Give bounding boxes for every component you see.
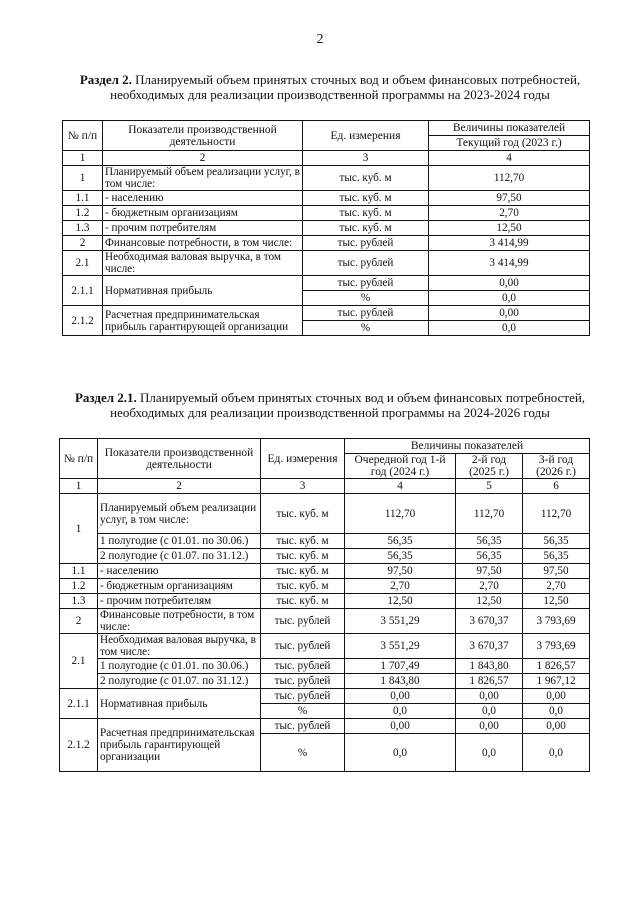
- row-name: Нормативная прибыль: [103, 276, 303, 306]
- row-unit: тыс. рублей: [261, 609, 345, 634]
- row-value: 112,70: [429, 166, 590, 191]
- row-value: 2,70: [345, 579, 456, 594]
- table-2023: [62, 120, 590, 336]
- row-num: 1: [60, 494, 98, 564]
- row-value: 3 551,29: [345, 609, 456, 634]
- table-2024-2026: [59, 438, 590, 772]
- row-value: 56,35: [523, 549, 590, 564]
- section2-title-text: Планируемый объем принятых сточных вод и объем финансовых потребностей, необходимых для реализации производственной программы на 2024-2026 годы: [110, 390, 586, 420]
- col-index: 1: [60, 479, 98, 494]
- section2-title: [70, 390, 590, 420]
- row-value: 1 707,49: [345, 659, 456, 674]
- row-num: 1.1: [60, 564, 98, 579]
- row-unit: тыс. куб. м: [261, 564, 345, 579]
- row-value: 2,70: [456, 579, 523, 594]
- row-value: 0,00: [523, 689, 590, 704]
- col-index: 1: [63, 151, 103, 166]
- col-index: 3: [303, 151, 429, 166]
- row-value: 3 414,99: [429, 236, 590, 251]
- row-value: 12,50: [345, 594, 456, 609]
- row-unit: %: [303, 321, 429, 336]
- row-value: 0,00: [345, 689, 456, 704]
- row-unit: тыс. куб. м: [303, 191, 429, 206]
- row-value: 112,70: [523, 494, 590, 534]
- row-value: 1 826,57: [456, 674, 523, 689]
- row-value: 2,70: [429, 206, 590, 221]
- row-value: 1 843,80: [345, 674, 456, 689]
- header-indicator: Показатели производственной деятельности: [98, 439, 261, 479]
- row-unit: тыс. рублей: [261, 719, 345, 734]
- row-value: 12,50: [456, 594, 523, 609]
- col-index: 4: [345, 479, 456, 494]
- header-year-2: 2-й год (2025 г.): [456, 454, 523, 479]
- row-name: - прочим потребителям: [103, 221, 303, 236]
- row-num: 1.3: [60, 594, 98, 609]
- row-unit: тыс. рублей: [261, 634, 345, 659]
- section2-title-bold: Раздел 2.1.: [74, 390, 137, 405]
- row-name: Планируемый объем реализации услуг, в том числе:: [98, 494, 261, 534]
- header-num: № п/п: [63, 121, 103, 151]
- row-num: 2.1: [63, 251, 103, 276]
- col-index: 3: [261, 479, 345, 494]
- row-num: 1.2: [60, 579, 98, 594]
- section1-title-bold: Раздел 2.: [79, 72, 132, 87]
- row-value: 3 670,37: [456, 609, 523, 634]
- row-unit: %: [261, 734, 345, 772]
- row-value: 0,0: [523, 704, 590, 719]
- row-value: 0,00: [456, 689, 523, 704]
- row-value: 112,70: [456, 494, 523, 534]
- col-index: 4: [429, 151, 590, 166]
- header-values: Величины показателей: [429, 121, 590, 136]
- row-unit: тыс. куб. м: [261, 494, 345, 534]
- row-name: 2 полугодие (с 01.07. по 31.12.): [98, 549, 261, 564]
- row-value: 12,50: [429, 221, 590, 236]
- row-name: Необходимая валовая выручка, в том числе:: [98, 634, 261, 659]
- row-name: 1 полугодие (с 01.01. по 30.06.): [98, 659, 261, 674]
- col-index: 5: [456, 479, 523, 494]
- row-unit: тыс. куб. м: [261, 549, 345, 564]
- row-value: 0,0: [345, 704, 456, 719]
- row-name: 2 полугодие (с 01.07. по 31.12.): [98, 674, 261, 689]
- row-value: 56,35: [345, 549, 456, 564]
- row-value: 0,0: [456, 734, 523, 772]
- row-num: 2.1: [60, 634, 98, 689]
- row-num: 1: [63, 166, 103, 191]
- row-value: 56,35: [345, 534, 456, 549]
- col-index: 2: [98, 479, 261, 494]
- col-index: 2: [103, 151, 303, 166]
- row-name: Финансовые потребности, в том числе:: [103, 236, 303, 251]
- header-values: Величины показателей: [345, 439, 590, 454]
- row-num: 2.1.1: [60, 689, 98, 719]
- row-name: Планируемый объем реализации услуг, в том числе:: [103, 166, 303, 191]
- section1-title: [70, 72, 590, 102]
- row-value: 0,00: [456, 719, 523, 734]
- row-num: 1.1: [63, 191, 103, 206]
- row-name: Расчетная предпринимательская прибыль гарантирующей организации: [98, 719, 261, 772]
- row-value: 1 843,80: [456, 659, 523, 674]
- row-value: 3 670,37: [456, 634, 523, 659]
- row-value: 0,0: [523, 734, 590, 772]
- row-value: 0,0: [429, 321, 590, 336]
- row-num: 1.2: [63, 206, 103, 221]
- row-name: Расчетная предпринимательская прибыль гарантирующей организации: [103, 306, 303, 336]
- row-value: 3 793,69: [523, 609, 590, 634]
- row-value: 97,50: [523, 564, 590, 579]
- row-value: 0,0: [429, 291, 590, 306]
- row-name: - бюджетным организациям: [103, 206, 303, 221]
- section1-title-text: Планируемый объем принятых сточных вод и объем финансовых потребностей, необходимых для реализации производственной программы на 2023-2024 годы: [110, 72, 581, 102]
- row-value: 0,00: [345, 719, 456, 734]
- row-name: - населению: [98, 564, 261, 579]
- row-value: 56,35: [456, 534, 523, 549]
- row-value: 97,50: [456, 564, 523, 579]
- row-unit: %: [261, 704, 345, 719]
- row-unit: тыс. рублей: [261, 674, 345, 689]
- page-number: 2: [316, 32, 324, 47]
- row-value: 3 793,69: [523, 634, 590, 659]
- row-unit: тыс. рублей: [303, 236, 429, 251]
- row-num: 2.1.1: [63, 276, 103, 306]
- row-unit: тыс. рублей: [303, 251, 429, 276]
- row-name: - прочим потребителям: [98, 594, 261, 609]
- row-unit: тыс. рублей: [303, 276, 429, 291]
- row-unit: тыс. куб. м: [261, 579, 345, 594]
- row-value: 2,70: [523, 579, 590, 594]
- row-value: 56,35: [523, 534, 590, 549]
- row-unit: тыс. куб. м: [261, 594, 345, 609]
- header-year-1: Очередной год 1-й год (2024 г.): [345, 454, 456, 479]
- row-value: 0,0: [456, 704, 523, 719]
- row-value: 0,00: [429, 306, 590, 321]
- col-index: 6: [523, 479, 590, 494]
- row-num: 2.1.2: [60, 719, 98, 772]
- row-unit: тыс. куб. м: [303, 221, 429, 236]
- header-year-3: 3-й год (2026 г.): [523, 454, 590, 479]
- row-num: 1.3: [63, 221, 103, 236]
- row-value: 56,35: [456, 549, 523, 564]
- row-num: 2: [60, 609, 98, 634]
- row-name: - населению: [103, 191, 303, 206]
- row-value: 1 967,12: [523, 674, 590, 689]
- row-name: Финансовые потребности, в том числе:: [98, 609, 261, 634]
- row-value: 0,0: [345, 734, 456, 772]
- row-unit: тыс. куб. м: [261, 534, 345, 549]
- header-current-year: Текущий год (2023 г.): [429, 136, 590, 151]
- row-num: 2: [63, 236, 103, 251]
- header-unit: Ед. измерения: [261, 439, 345, 479]
- row-value: 3 551,29: [345, 634, 456, 659]
- row-value: 3 414,99: [429, 251, 590, 276]
- row-unit: тыс. куб. м: [303, 166, 429, 191]
- row-name: 1 полугодие (с 01.01. по 30.06.): [98, 534, 261, 549]
- row-value: 12,50: [523, 594, 590, 609]
- row-num: 2.1.2: [63, 306, 103, 336]
- row-name: Необходимая валовая выручка, в том числе:: [103, 251, 303, 276]
- row-name: - бюджетным организациям: [98, 579, 261, 594]
- row-value: 1 826,57: [523, 659, 590, 674]
- row-unit: тыс. рублей: [261, 689, 345, 704]
- row-unit: %: [303, 291, 429, 306]
- row-unit: тыс. рублей: [261, 659, 345, 674]
- row-unit: тыс. рублей: [303, 306, 429, 321]
- row-value: 0,00: [429, 276, 590, 291]
- header-unit: Ед. измерения: [303, 121, 429, 151]
- row-value: 97,50: [345, 564, 456, 579]
- row-name: Нормативная прибыль: [98, 689, 261, 719]
- row-unit: тыс. куб. м: [303, 206, 429, 221]
- row-value: 112,70: [345, 494, 456, 534]
- header-indicator: Показатели производственной деятельности: [103, 121, 303, 151]
- row-value: 97,50: [429, 191, 590, 206]
- header-num: № п/п: [60, 439, 98, 479]
- row-value: 0,00: [523, 719, 590, 734]
